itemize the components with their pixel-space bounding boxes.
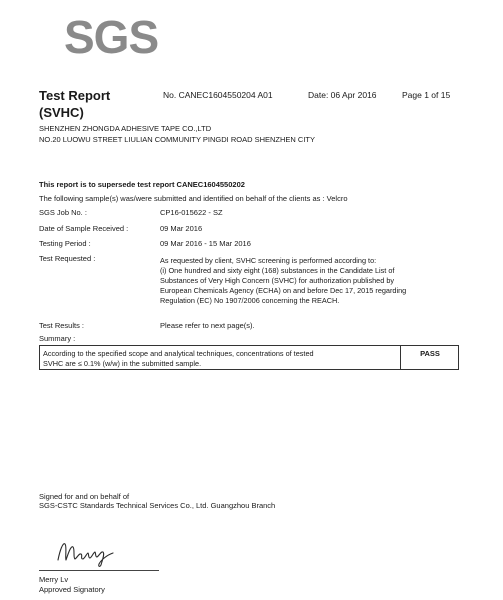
signoff-line1: Signed for and on behalf of	[39, 492, 130, 501]
results-label: Test Results :	[39, 321, 85, 330]
supersede-note: This report is to supersede test report CANEC1604550202	[39, 180, 245, 189]
signoff-line2: SGS-CSTC Standards Technical Services Co., Ltd. Guangzhou Branch	[39, 501, 276, 510]
company-address: NO.20 LUOWU STREET LIULIAN COMMUNITY PINGDI ROAD SHENZHEN CITY	[39, 135, 316, 144]
requested-line: Substances of Very High Concern (SVHC) for authorization published by	[160, 276, 395, 285]
summary-label: Summary :	[39, 334, 76, 343]
company-name: SHENZHEN ZHONGDA ADHESIVE TAPE CO.,LTD	[39, 124, 212, 133]
page-indicator: Page 1 of 15	[402, 90, 451, 100]
summary-text-line2: SVHC are ≤ 0.1% (w/w) in the submitted sample.	[43, 359, 202, 368]
summary-result: PASS	[420, 349, 440, 358]
received-label: Date of Sample Received :	[39, 224, 129, 233]
requested-line: European Chemicals Agency (ECHA) on and before Dec 17, 2015 regarding	[160, 286, 407, 295]
summary-text	[43, 349, 314, 369]
summary-text-line1: According to the specified scope and analytical techniques, concentrations of tested	[43, 349, 314, 358]
period-label: Testing Period :	[39, 239, 91, 248]
report-title	[39, 87, 110, 121]
requested-line: (i) One hundred and sixty eight (168) substances in the Candidate List of	[160, 266, 395, 275]
intro-text: The following sample(s) was/were submitted and identified on behalf of the clients as : Velcro	[39, 194, 348, 203]
requested-line: Regulation (EC) No 1907/2006 concerning the REACH.	[160, 296, 340, 305]
summary-box	[39, 345, 459, 370]
sgs-logo: SGS	[64, 11, 159, 63]
handwritten-signature	[55, 536, 125, 568]
requested-line: As requested by client, SVHC screening is performed according to:	[160, 256, 377, 265]
job-no-value: CP16-015622 - SZ	[160, 208, 223, 217]
report-number: No. CANEC1604550204 A01	[163, 90, 273, 100]
signatory-name: Merry Lv	[39, 575, 69, 584]
requested-label: Test Requested :	[39, 254, 96, 263]
report-title-line1: Test Report	[39, 88, 111, 103]
requested-text	[160, 256, 460, 306]
received-value: 09 Mar 2016	[160, 224, 203, 233]
signature-line	[39, 570, 159, 571]
report-date: Date: 06 Apr 2016	[308, 90, 377, 100]
job-no-label: SGS Job No. :	[39, 208, 87, 217]
signatory-title: Approved Signatory	[39, 585, 105, 594]
results-value: Please refer to next page(s).	[160, 321, 255, 330]
report-title-line2: (SVHC)	[39, 105, 84, 120]
period-value: 09 Mar 2016 - 15 Mar 2016	[160, 239, 251, 248]
